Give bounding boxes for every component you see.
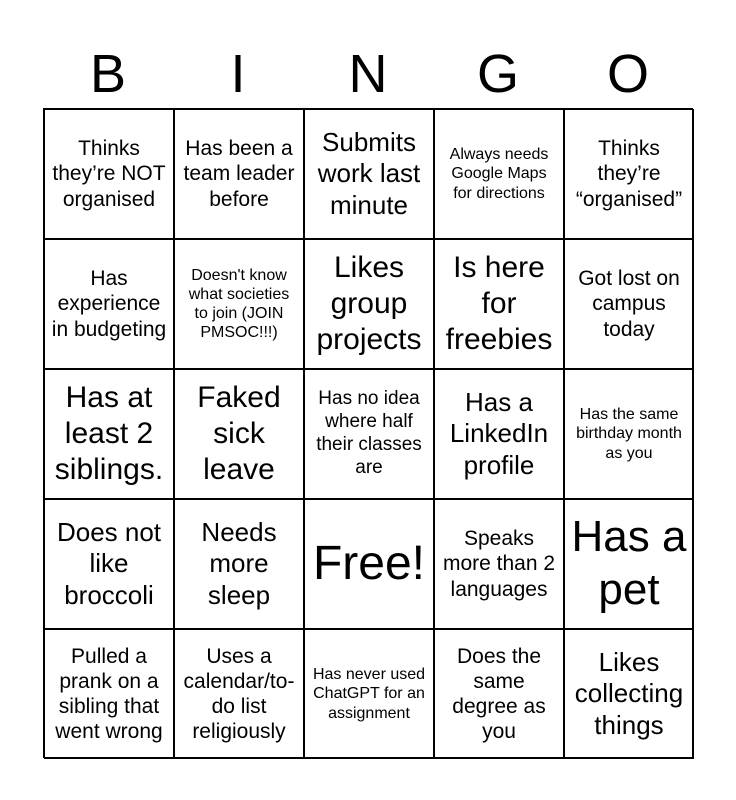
bingo-cell[interactable] — [304, 629, 434, 759]
bingo-cell-text: Uses a calendar/to-do list religiously — [183, 644, 295, 744]
bingo-cell[interactable] — [564, 629, 694, 759]
bingo-cell-text: Has experience in budgeting — [51, 267, 167, 341]
bingo-cell[interactable] — [564, 239, 694, 369]
bingo-cell-text: Pulled a prank on a sibling that went wrong — [55, 644, 163, 744]
bingo-cell-text: Likes collecting things — [574, 647, 684, 740]
bingo-cell[interactable] — [304, 239, 434, 369]
bingo-cell-text: Has a LinkedIn profile — [449, 387, 549, 480]
bingo-cell-text: Has at least 2 siblings. — [54, 381, 164, 486]
header-letter-g: G — [476, 44, 519, 104]
bingo-cell-text: Has the same birthday month as you — [576, 406, 682, 462]
header-letter-n: N — [348, 44, 388, 104]
free-space-cell[interactable] — [304, 499, 434, 629]
bingo-cell[interactable] — [304, 369, 434, 499]
bingo-cell[interactable] — [44, 239, 174, 369]
bingo-cell-text: Got lost on campus today — [578, 267, 680, 341]
header-letter-b: B — [89, 44, 127, 104]
bingo-cell-text: Does the same degree as you — [452, 644, 546, 744]
bingo-cell-text: Doesn't know what societies to join (JOIN PMSOC!!!) — [188, 266, 290, 342]
bingo-cell[interactable] — [564, 369, 694, 499]
bingo-cell[interactable] — [174, 629, 304, 759]
bingo-cell[interactable] — [44, 109, 174, 239]
bingo-cell-text: Has a pet — [571, 512, 687, 614]
bingo-cell[interactable] — [434, 109, 564, 239]
bingo-cell[interactable] — [174, 499, 304, 629]
bingo-cell-text: Faked sick leave — [197, 381, 281, 486]
bingo-cell[interactable] — [304, 109, 434, 239]
bingo-cell-text: Has never used ChatGPT for an assignment — [312, 666, 426, 722]
bingo-cell[interactable] — [434, 239, 564, 369]
bingo-cell[interactable] — [434, 369, 564, 499]
bingo-header — [43, 40, 693, 108]
bingo-cell-text: Likes group projects — [316, 251, 422, 356]
bingo-cell[interactable] — [434, 629, 564, 759]
bingo-cell[interactable] — [44, 369, 174, 499]
header-letter-o: O — [606, 44, 649, 104]
header-letter-i: I — [230, 44, 246, 104]
bingo-cell[interactable] — [564, 499, 694, 629]
bingo-cell-text: Thinks they’re NOT organised — [52, 137, 166, 211]
bingo-cell-text: Submits work last minute — [317, 127, 421, 220]
bingo-cell-text: Is here for freebies — [445, 251, 553, 356]
free-space-text: Free! — [312, 537, 426, 591]
bingo-cell-text: Always needs Google Maps for directions — [449, 146, 549, 202]
bingo-cell-text: Has no idea where half their classes are — [316, 388, 422, 478]
bingo-cell[interactable] — [174, 109, 304, 239]
bingo-cell[interactable] — [434, 499, 564, 629]
bingo-cell-text: Has been a team leader before — [183, 137, 295, 211]
bingo-cell-text: Speaks more than 2 languages — [442, 527, 556, 601]
bingo-cell[interactable] — [564, 109, 694, 239]
bingo-cell[interactable] — [174, 239, 304, 369]
bingo-cell-text: Needs more sleep — [201, 517, 277, 610]
bingo-cell-text: Thinks they’re “organised” — [575, 137, 683, 211]
bingo-cell[interactable] — [44, 629, 174, 759]
bingo-cell[interactable] — [44, 499, 174, 629]
bingo-cell-text: Does not like broccoli — [56, 517, 162, 610]
bingo-grid — [43, 108, 693, 758]
bingo-cell[interactable] — [174, 369, 304, 499]
